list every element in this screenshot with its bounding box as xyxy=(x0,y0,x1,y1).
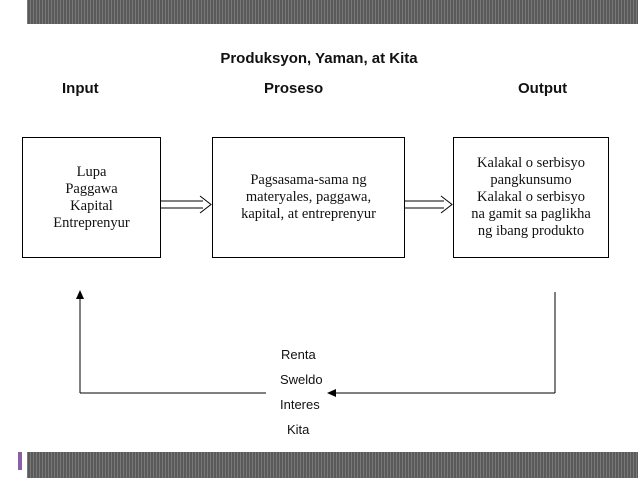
feedback-label-interes: Interes xyxy=(280,397,320,412)
feedback-arrowhead-up xyxy=(76,290,84,299)
feedback-label-kita: Kita xyxy=(287,422,310,437)
feedback-arrowhead-left xyxy=(327,389,336,397)
header-input: Input xyxy=(62,80,99,97)
arrow-input-to-process xyxy=(161,196,211,213)
header-process: Proseso xyxy=(264,80,324,97)
arrow-process-to-output xyxy=(405,196,452,213)
diagram-title: Produksyon, Yaman, at Kita xyxy=(220,50,418,67)
output-box-text: Kalakal o serbisyo pangkunsumo Kalakal o serbisyo na gamit sa paglikha ng ibang produkto xyxy=(471,155,591,239)
header-output: Output xyxy=(518,80,568,97)
process-box-text: Pagsasama-sama ng materyales, paggawa, kapital, at entreprenyur xyxy=(241,172,376,222)
bottom-decorative-bar xyxy=(27,452,638,478)
feedback-label-sweldo: Sweldo xyxy=(280,372,323,387)
feedback-label-renta: Renta xyxy=(281,347,316,362)
input-box-text: Lupa Paggawa Kapital Entreprenyur xyxy=(53,163,130,231)
bottom-accent-marker xyxy=(18,452,22,470)
